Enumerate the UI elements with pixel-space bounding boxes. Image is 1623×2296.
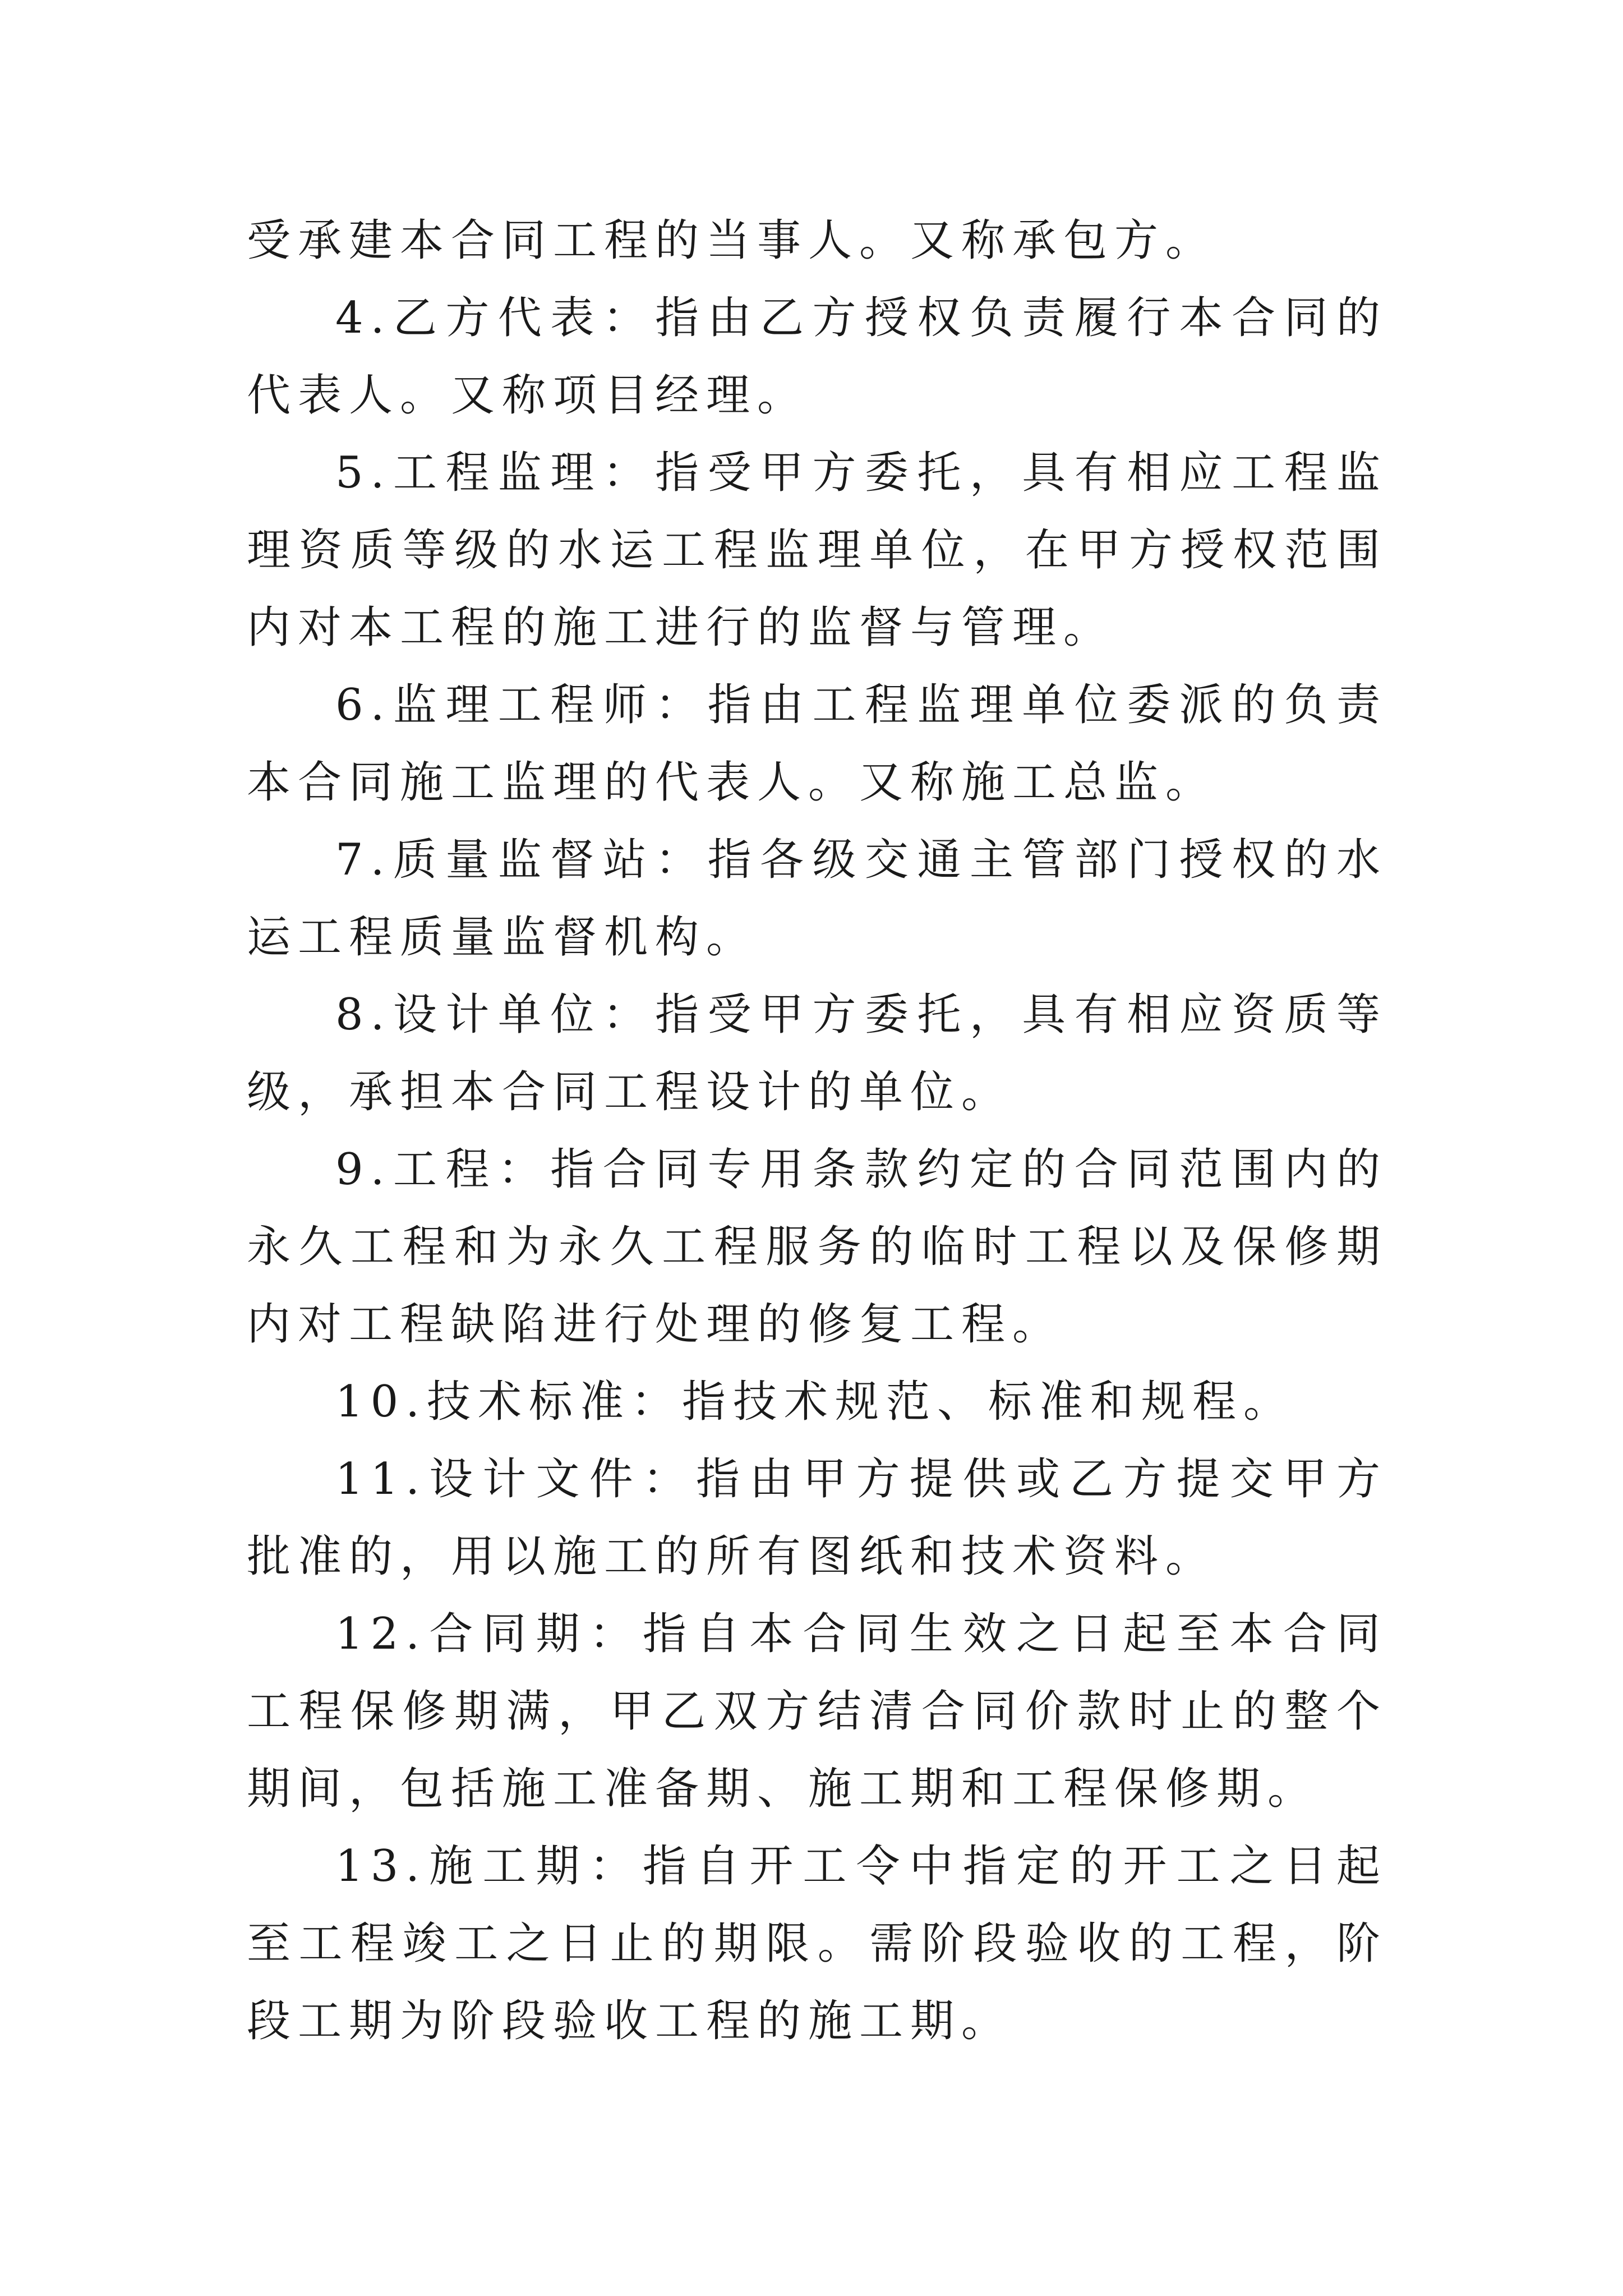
clause-11-design-documents: 11.设计文件：指由甲方提供或乙方提交甲方批准的，用以施工的所有图纸和技术资料。 <box>247 1454 1387 1582</box>
clause-8-design-unit: 8.设计单位：指受甲方委托，具有相应资质等级，承担本合同工程设计的单位。 <box>247 990 1387 1117</box>
clause-13-construction-period: 13.施工期：指自开工令中指定的开工之日起至工程竣工之日止的期限。需阶段验收的工程，阶段工期为阶段验收工程的施工期。 <box>247 1841 1387 2046</box>
clause-6-supervising-engineer: 6.监理工程师：指由工程监理单位委派的负责本合同施工监理的代表人。又称施工总监。 <box>247 680 1387 808</box>
clause-7-quality-supervision-station: 7.质量监督站：指各级交通主管部门授权的水运工程质量监督机构。 <box>247 835 1387 963</box>
clause-9-works: 9.工程：指合同专用条款约定的合同范围内的永久工程和为永久工程服务的临时工程以及保修期内对工程缺陷进行处理的修复工程。 <box>247 1144 1387 1350</box>
clause-12-contract-period: 12.合同期：指自本合同生效之日起至本合同工程保修期满，甲乙双方结清合同价款时止的整个期间，包括施工准备期、施工期和工程保修期。 <box>247 1609 1387 1814</box>
clause-10-technical-standards: 10.技术标准：指技术规范、标准和规程。 <box>335 1377 1295 1427</box>
paragraph-continuation: 受承建本合同工程的当事人。又称承包方。 <box>247 215 1217 266</box>
clause-4-contractor-representative: 4.乙方代表：指由乙方授权负责履行本合同的代表人。又称项目经理。 <box>247 293 1387 421</box>
clause-5-engineering-supervision: 5.工程监理：指受甲方委托，具有相应工程监理资质等级的水运工程监理单位，在甲方授权范围内对本工程的施工进行的监督与管理。 <box>247 448 1387 653</box>
document-body <box>247 202 1387 2060</box>
